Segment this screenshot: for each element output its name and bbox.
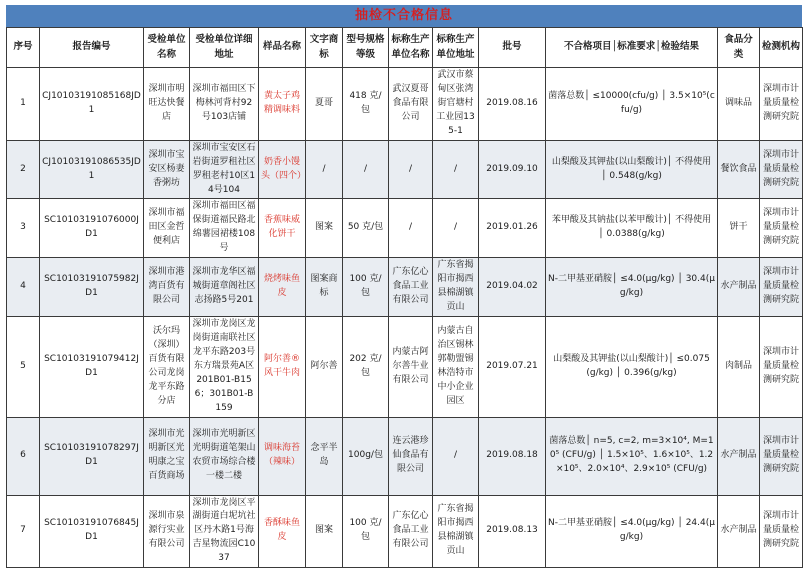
cell-batch-number: 2019.08.16 [479,68,546,141]
cell-testing-agency: 深圳市计量质量检测研究院 [760,417,803,495]
cell-unit-address: 深圳市福田区下梅林河背村92号103店铺 [190,68,259,141]
cell-producer-name: / [389,199,433,258]
cell-producer-address: 武汉市蔡甸区张湾街官塘村工业园135-1 [433,68,479,141]
table-row [7,258,803,317]
cell-batch-number: 2019.08.13 [479,495,546,568]
page-title: 抽检不合格信息 [6,5,802,27]
cell-unit-name: 深圳市港湾百货有限公司 [144,258,190,317]
cell-producer-address: / [433,140,479,199]
cell-report-number: SC10103191076845JD1 [40,495,144,568]
table-row [7,316,803,417]
cell-inspection-result: 苯甲酸及其钠盐(以苯甲酸计)│ 不得使用 │ 0.0388(g/kg) [546,199,718,258]
cell-spec: 418 克/包 [343,68,389,141]
cell-unit-name: 深圳市光明新区光明康之宝百货商场 [144,417,190,495]
cell-spec: 100g/包 [343,417,389,495]
cell-testing-agency: 深圳市计量质量检测研究院 [760,140,803,199]
cell-trademark: 阿尔善 [306,316,343,417]
cell-spec: 100 克/包 [343,495,389,568]
cell-unit-address: 深圳市光明新区光明街道笔架山农贸市场综合楼一楼二楼 [190,417,259,495]
cell-report-number: CJ10103191085168JD1 [40,68,144,141]
cell-unit-address: 深圳市龙岗区龙岗街道南联社区龙平东路203号东方瑞景苑A区201B01-B156；301B01-B159 [190,316,259,417]
col-header-producer-address: 标称生产单位地址 [433,28,479,68]
cell-batch-number: 2019.09.10 [479,140,546,199]
cell-food-category: 肉制品 [718,316,760,417]
cell-unit-address: 深圳市宝安区石岩街道罗租社区罗租老村10区14号104 [190,140,259,199]
inspection-results-table [6,27,803,568]
col-header-producer-name: 标称生产单位名称 [389,28,433,68]
cell-trademark: / [306,140,343,199]
cell-food-category: 调味品 [718,68,760,141]
cell-food-category: 水产制品 [718,417,760,495]
cell-testing-agency: 深圳市计量质量检测研究院 [760,199,803,258]
cell-sample-name: 香蕉味威化饼干 [259,199,306,258]
cell-trademark: 图案 [306,495,343,568]
cell-batch-number: 2019.07.21 [479,316,546,417]
cell-trademark: 夏哥 [306,68,343,141]
cell-producer-name: 武汉夏哥食品有限公司 [389,68,433,141]
cell-serial-number: 6 [7,417,40,495]
cell-spec: 50 克/包 [343,199,389,258]
cell-producer-address: 内蒙古自治区锡林郭勒盟锡林浩特市中小企业园区 [433,316,479,417]
cell-unit-address: 深圳市龙岗区平湖街道白坭坑社区丹木路1号海吉星物流园C1037 [190,495,259,568]
cell-serial-number: 1 [7,68,40,141]
cell-inspection-result: 菌落总数│ ≤10000(cfu/g) │ 3.5×10⁵(cfu/g) [546,68,718,141]
cell-unit-name: 深圳市福田区金哲便利店 [144,199,190,258]
table-row [7,68,803,141]
cell-producer-address: / [433,417,479,495]
cell-producer-name: 广东亿心食品工业有限公司 [389,258,433,317]
cell-food-category: 水产制品 [718,258,760,317]
cell-serial-number: 4 [7,258,40,317]
cell-sample-name: 奶香小馒头（四个） [259,140,306,199]
cell-inspection-result: 菌落总数│ n=5, c=2, m=3×10⁴, M=10⁵ (CFU/g) │ 1.5×10⁵、1.6×10⁵、1.2×10⁵、2.0×10⁴、2.9×10⁵ (CFU/g) [546,417,718,495]
cell-food-category: 餐饮食品 [718,140,760,199]
cell-spec: 202 克/包 [343,316,389,417]
cell-inspection-result: N-二甲基亚硝胺│ ≤4.0(μg/kg) │ 30.4(μg/kg) [546,258,718,317]
cell-testing-agency: 深圳市计量质量检测研究院 [760,258,803,317]
cell-unit-address: 深圳市福田区福保街道福民路北绵薯园裙楼108号 [190,199,259,258]
col-header-unit-name: 受检单位名称 [144,28,190,68]
col-header-testing-agency: 检测机构 [760,28,803,68]
cell-spec: 100 克/包 [343,258,389,317]
cell-serial-number: 7 [7,495,40,568]
col-header-report-number: 报告编号 [40,28,144,68]
cell-report-number: SC10103191078297JD1 [40,417,144,495]
cell-inspection-result: 山梨酸及其钾盐(以山梨酸计)│ 不得使用 │ 0.548(g/kg) [546,140,718,199]
col-header-inspection-result: 不合格项目│标准要求│检验结果 [546,28,718,68]
cell-trademark: 图案 [306,199,343,258]
cell-batch-number: 2019.01.26 [479,199,546,258]
cell-producer-name: / [389,140,433,199]
cell-producer-address: 广东省揭阳市揭西县棉湖镇贡山 [433,258,479,317]
col-header-serial-number: 序号 [7,28,40,68]
col-header-batch-number: 批号 [479,28,546,68]
cell-unit-address: 深圳市龙华区福城街道章阁社区志扬路5号201 [190,258,259,317]
cell-producer-address: / [433,199,479,258]
cell-batch-number: 2019.08.18 [479,417,546,495]
table-row [7,495,803,568]
cell-report-number: SC10103191079412JD1 [40,316,144,417]
cell-serial-number: 5 [7,316,40,417]
cell-unit-name: 深圳市宝安区杨妻香粥坊 [144,140,190,199]
cell-report-number: SC10103191076000JD1 [40,199,144,258]
cell-producer-name: 广东亿心食品工业有限公司 [389,495,433,568]
cell-testing-agency: 深圳市计量质量检测研究院 [760,68,803,141]
cell-testing-agency: 深圳市计量质量检测研究院 [760,495,803,568]
cell-inspection-result: 山梨酸及其钾盐(以山梨酸计)│ ≤0.075(g/kg) │ 0.396(g/kg) [546,316,718,417]
cell-trademark: 图案商标 [306,258,343,317]
cell-producer-name: 连云港珍仙食品有限公司 [389,417,433,495]
col-header-trademark: 文字商标 [306,28,343,68]
cell-serial-number: 2 [7,140,40,199]
cell-report-number: SC10103191075982JD1 [40,258,144,317]
cell-sample-name: 香酥味鱼皮 [259,495,306,568]
cell-trademark: 念平半岛 [306,417,343,495]
col-header-spec: 型号规格等级 [343,28,389,68]
cell-food-category: 饼干 [718,199,760,258]
cell-unit-name: 沃尔玛（深圳）百货有限公司龙岗龙平东路分店 [144,316,190,417]
cell-sample-name: 黄太子鸡精调味料 [259,68,306,141]
cell-unit-name: 深圳市泉源行实业有限公司 [144,495,190,568]
col-header-sample-name: 样品名称 [259,28,306,68]
cell-report-number: CJ10103191086535JD1 [40,140,144,199]
cell-sample-name: 阿尔善®风干牛肉 [259,316,306,417]
cell-producer-address: 广东省揭阳市揭西县棉湖镇贡山 [433,495,479,568]
table-row [7,417,803,495]
table-row [7,199,803,258]
cell-sample-name: 烧烤味鱼皮 [259,258,306,317]
cell-serial-number: 3 [7,199,40,258]
cell-inspection-result: N-二甲基亚硝胺│ ≤4.0(μg/kg) │ 24.4(μg/kg) [546,495,718,568]
cell-batch-number: 2019.04.02 [479,258,546,317]
col-header-food-category: 食品分类 [718,28,760,68]
col-header-unit-address: 受检单位详细地址 [190,28,259,68]
cell-producer-name: 内蒙古阿尔善牛业有限公司 [389,316,433,417]
cell-sample-name: 调味海苔（辣味） [259,417,306,495]
table-row [7,140,803,199]
header-row [7,28,803,68]
cell-food-category: 水产制品 [718,495,760,568]
cell-spec: / [343,140,389,199]
cell-testing-agency: 深圳市计量质量检测研究院 [760,316,803,417]
cell-unit-name: 深圳市明旺达快餐店 [144,68,190,141]
